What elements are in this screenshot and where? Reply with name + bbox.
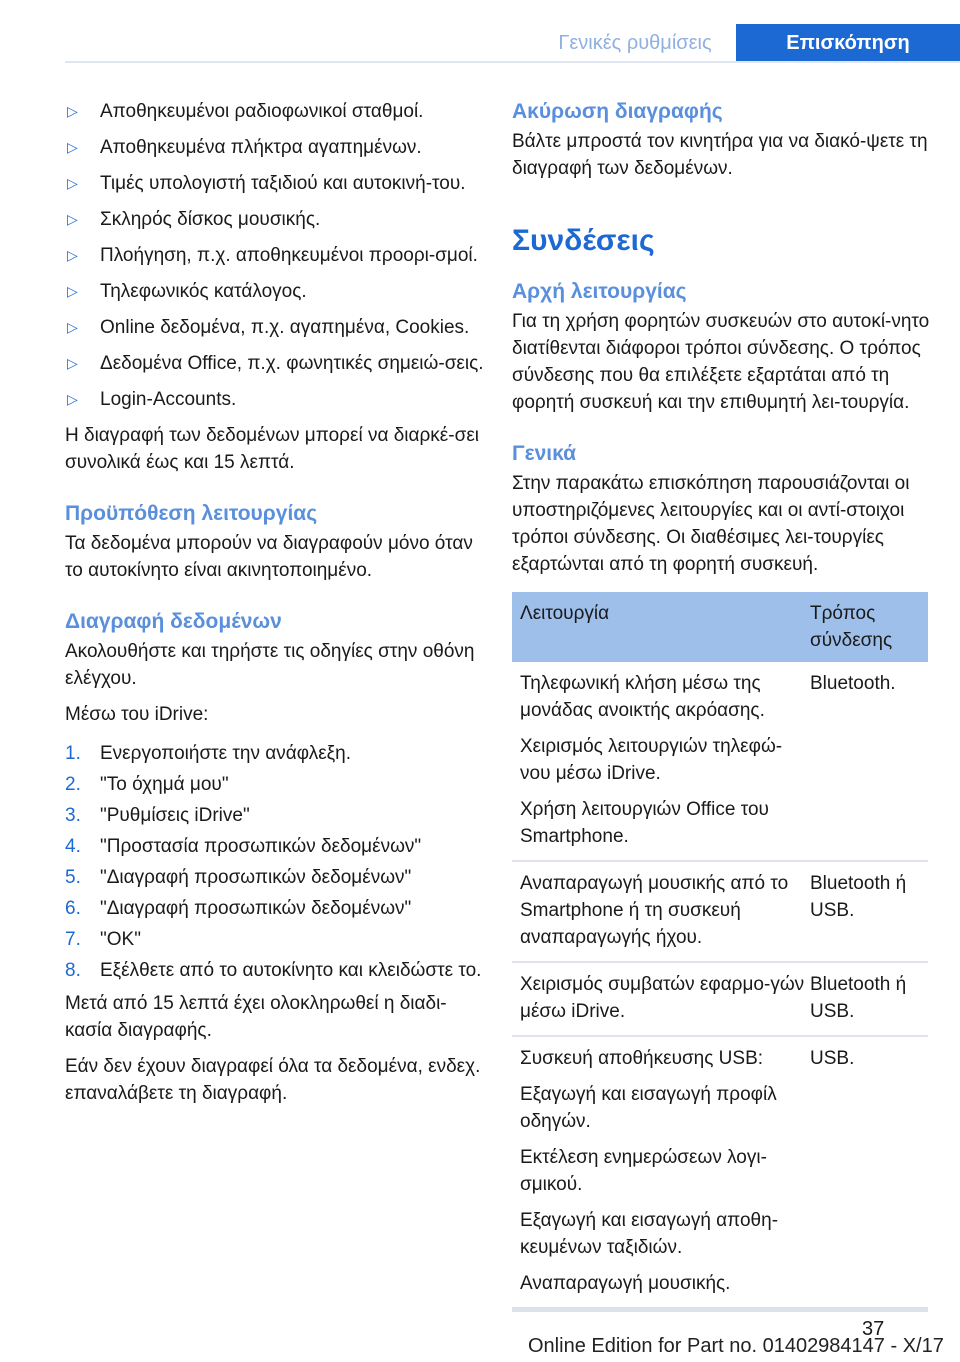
steps-list <box>65 740 485 984</box>
list-item: 5. "Διαγραφή προσωπικών δεδομένων" <box>65 867 412 888</box>
header-tab-overview: Επισκόπηση <box>736 24 960 62</box>
list-item: ▷ Login-Accounts. <box>65 386 485 413</box>
triangle-bullet-icon: ▷ <box>67 211 78 227</box>
triangle-bullet-icon: ▷ <box>67 355 78 371</box>
header-tab-general-settings: Γενικές ρυθμίσεις <box>534 24 736 62</box>
page-header <box>0 0 960 62</box>
list-item: 2. "Το όχημά μου" <box>65 774 229 795</box>
list-item: ▷ Τηλεφωνικός κατάλογος. <box>65 278 485 305</box>
cancel-delete-heading: Ακύρωση διαγραφής <box>512 100 723 123</box>
table-row: Αναπαραγωγή μουσικής από το Smartphone ή τη συσκευή αναπαραγωγής ήχου. Bluetooth ή USB. <box>512 862 928 963</box>
general-paragraph: Στην παρακάτω επισκόπηση παρουσιάζονται οι υποστηριζόμενες λειτουργίες και οι αντί-στοιχοι τρόποι σύνδεσης. Οι διαθέσιμες λει-τουργίες εξαρτώνται από τη φορητή συσκευή. <box>512 473 910 575</box>
list-item: ▷ Αποθηκευμένοι ραδιοφωνικοί σταθμοί. <box>65 98 485 125</box>
triangle-bullet-icon: ▷ <box>67 103 78 119</box>
list-item: 3. "Ρυθμίσεις iDrive" <box>65 805 250 826</box>
connections-table <box>512 592 928 1312</box>
delete-data-heading: Διαγραφή δεδομένων <box>65 610 282 633</box>
list-item: ▷ Τιμές υπολογιστή ταξιδιού και αυτοκινή-του. <box>65 170 485 197</box>
connections-heading: Συνδέσεις <box>512 224 655 257</box>
column-header-connection: Τρόπος σύνδεσης <box>810 603 893 651</box>
list-item: 4. "Προστασία προσωπικών δεδομένων" <box>65 836 422 857</box>
triangle-bullet-icon: ▷ <box>67 391 78 407</box>
bullet-list <box>65 98 485 413</box>
list-item: ▷ Online δεδομένα, π.χ. αγαπημένα, Cookies. <box>65 314 485 341</box>
header-divider <box>65 61 960 63</box>
triangle-bullet-icon: ▷ <box>67 139 78 155</box>
precondition-heading: Προϋπόθεση λειτουργίας <box>65 502 318 525</box>
triangle-bullet-icon: ▷ <box>67 247 78 263</box>
list-item: ▷ Δεδομένα Office, π.χ. φωνητικές σημειώ-σεις. <box>65 350 485 377</box>
repeat-paragraph: Εάν δεν έχουν διαγραφεί όλα τα δεδομένα, ενδεχ. επαναλάβετε τη διαγραφή. <box>65 1056 481 1104</box>
general-heading: Γενικά <box>512 442 577 465</box>
triangle-bullet-icon: ▷ <box>67 175 78 191</box>
list-item: ▷ Πλοήγηση, π.χ. αποθηκευμένοι προορι-σμοί. <box>65 242 485 269</box>
list-item: 1. Ενεργοποιήστε την ανάφλεξη. <box>65 743 352 764</box>
duration-paragraph: Η διαγραφή των δεδομένων μπορεί να διαρκέ-σει συνολικά έως και 15 λεπτά. <box>65 425 480 473</box>
after-paragraph: Μετά από 15 λεπτά έχει ολοκληρωθεί η διαδι-κασία διαγραφής. <box>65 993 447 1041</box>
table-row: Τηλεφωνική κλήση μέσω της μονάδας ανοικτής ακρόασης. Χειρισμός λειτουργιών τηλεφώ-νου μέσω iDrive. Χρήση λειτουργιών Office του Smartphone. Bluetooth. <box>512 662 928 862</box>
list-item: 7. "OK" <box>65 929 141 950</box>
table-header <box>512 592 928 662</box>
edition-footer: Online Edition for Part no. 01402984147 - X/17 <box>528 1335 944 1357</box>
right-column <box>512 98 930 1312</box>
triangle-bullet-icon: ▷ <box>67 283 78 299</box>
page-number: 37 <box>862 1318 885 1340</box>
principle-paragraph: Για τη χρήση φορητών συσκευών στο αυτοκί-νητο διατίθενται διάφοροι τρόποι σύνδεσης. Ο τρόπος σύνδεσης που θα επιλέξετε εξαρτάται από τη φορητή συσκευή και την επιθυμητή λει-τουργία. <box>512 311 930 413</box>
table-row: Χειρισμός συμβατών εφαρμο-γών μέσω iDrive. Bluetooth ή USB. <box>512 963 928 1037</box>
cancel-delete-paragraph: Βάλτε μπροστά τον κινητήρα για να διακό-ψετε τη διαγραφή των δεδομένων. <box>512 131 928 179</box>
precondition-paragraph: Τα δεδομένα μπορούν να διαγραφούν μόνο όταν το αυτοκίνητο είναι ακινητοποιημένο. <box>65 533 473 581</box>
column-header-function: Λειτουργία <box>520 603 610 624</box>
list-item: ▷ Σκληρός δίσκος μουσικής. <box>65 206 485 233</box>
table-row: Συσκευή αποθήκευσης USB: Εξαγωγή και εισαγωγή προφίλ οδηγών. Εκτέλεση ενημερώσεων λογι-σμικού. Εξαγωγή και εισαγωγή αποθη-κευμένων ταξιδιών. Αναπαραγωγή μουσικής. USB. <box>512 1037 928 1312</box>
via-idrive-paragraph: Μέσω του iDrive: <box>65 704 209 725</box>
principle-heading: Αρχή λειτουργίας <box>512 280 687 303</box>
list-item: 6. "Διαγραφή προσωπικών δεδομένων" <box>65 898 412 919</box>
follow-instructions-paragraph: Ακολουθήστε και τηρήστε τις οδηγίες στην οθόνη ελέγχου. <box>65 641 475 689</box>
left-column <box>65 98 485 1116</box>
list-item: ▷ Αποθηκευμένα πλήκτρα αγαπημένων. <box>65 134 485 161</box>
list-item: 8. Εξέλθετε από το αυτοκίνητο και κλειδώστε το. <box>65 960 482 981</box>
triangle-bullet-icon: ▷ <box>67 319 78 335</box>
